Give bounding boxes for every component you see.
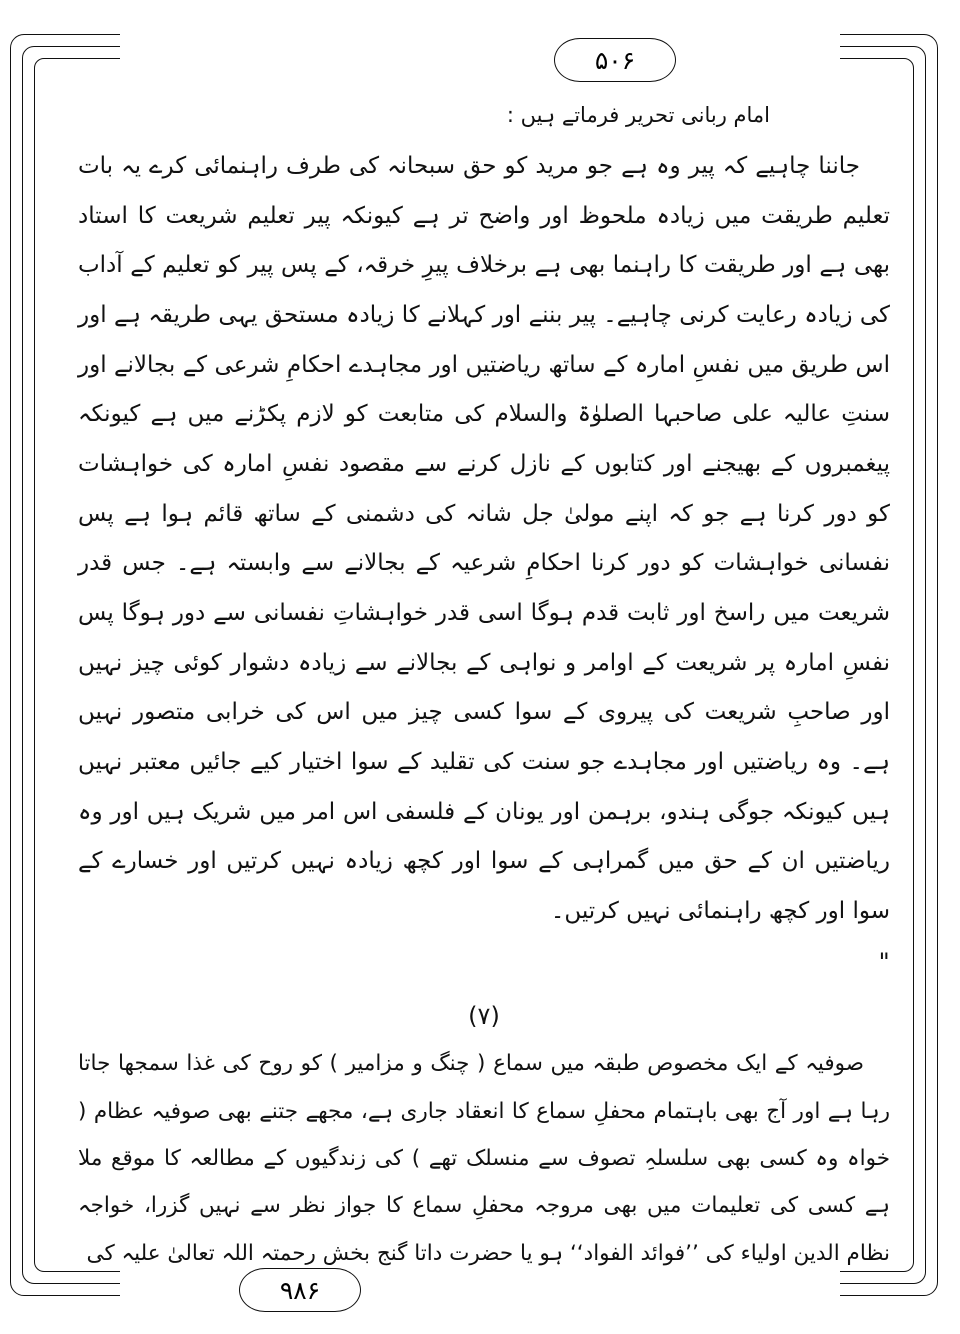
text-body <box>78 96 890 1266</box>
section-number: (۷) <box>468 1002 500 1031</box>
heading-line: امام ربانی تحریر فرماتے ہیں : <box>506 103 770 127</box>
paragraph-two: صوفیہ کے ایک مخصوص طبقہ میں سماع ( چنگ و مزامیر ) کو روح کی غذا سمجھا جاتا رہا ہے اور آج بھی باہتمام محفلِ سماع کا انعقاد جاری ہے، مجھے جتنے بھی صوفیہ عظام ( خواہ وہ کسی بھی سلسلہِ تصوف سے منسلک تھے ) کی زندگیوں کے مطالعہ کا موقع ملا ہے کسی کی تعلیمات میں بھی مروجہ محفلِ سماع کا جواز نظر سے نہیں گزرا، خواجہ نظام الدین اولیاء کی ’’فوائد الفواد‘‘ ہو یا حضرت داتا گنج بخش رحمتہ اللہ تعالیٰ علیہ کی <box>78 1051 890 1266</box>
closing-quote-mark: " <box>878 947 890 976</box>
page-number-bottom: ۹۸۶ <box>239 1268 361 1312</box>
border-gap-top <box>120 20 840 84</box>
paragraph-one: جاننا چاہیے کہ پیر وہ ہے جو مرید کو حق سبحانہ کی طرف راہنمائی کرے یہ بات تعلیم طریقت میں زیادہ ملحوظ اور واضح تر ہے کیونکہ پیر تعلیم شریعت کا استاد بھی ہے اور طریقت کا راہنما بھی ہے برخلاف پیرِ خرقہ، کے پس پیر کو تعلیم کے آداب کی زیادہ رعایت کرنی چاہیے۔ پیر بننے اور کہلانے کا زیادہ مستحق یہی طریقہ ہے اور اس طریق میں نفسِ امارہ کے ساتھ ریاضتیں اور مجاہدے احکامِ شرعی کے بجالانے اور سنتِ عالیہ علی صاحبہا الصلوٰۃ والسلام کی متابعت کو لازم پکڑنے میں ہے کیونکہ پیغمبروں کے بھیجنے اور کتابوں کے نازل کرنے سے مقصود نفسِ امارہ کی خواہشات کو دور کرنا ہے جو کہ اپنے مولیٰ جل شانہ کی دشمنی کے ساتھ قائم ہوا ہے پس نفسانی خواہشات کو دور کرنا احکامِ شرعیہ کے بجالانے سے وابستہ ہے۔ جس قدر شریعت میں راسخ اور ثابت قدم ہوگا اسی قدر خواہشاتِ نفسانی سے دور ہوگا پس نفسِ امارہ پر شریعت کے اوامر و نواہی کے بجالانے سے زیادہ دشوار کوئی چیز نہیں اور صاحبِ شریعت کی پیروی کے سوا کسی چیز میں اس کی خرابی متصور نہیں ہے۔ وہ ریاضتیں اور مجاہدے جو سنت کی تقلید کے سوا اختیار کیے جائیں معتبر نہیں ہیں کیونکہ جوگی ہندو، برہمن اور یونان کے فلسفی اس امر میں شریک ہیں اور وہ ریاضتیں ان کے حق میں گمراہی کے سوا اور کچھ زیادہ نہیں کرتیں اور خسارے کے سوا اور کچھ راہنمائی نہیں کرتیں۔ <box>78 152 890 924</box>
page-number-top: ۵۰۶ <box>554 38 676 82</box>
